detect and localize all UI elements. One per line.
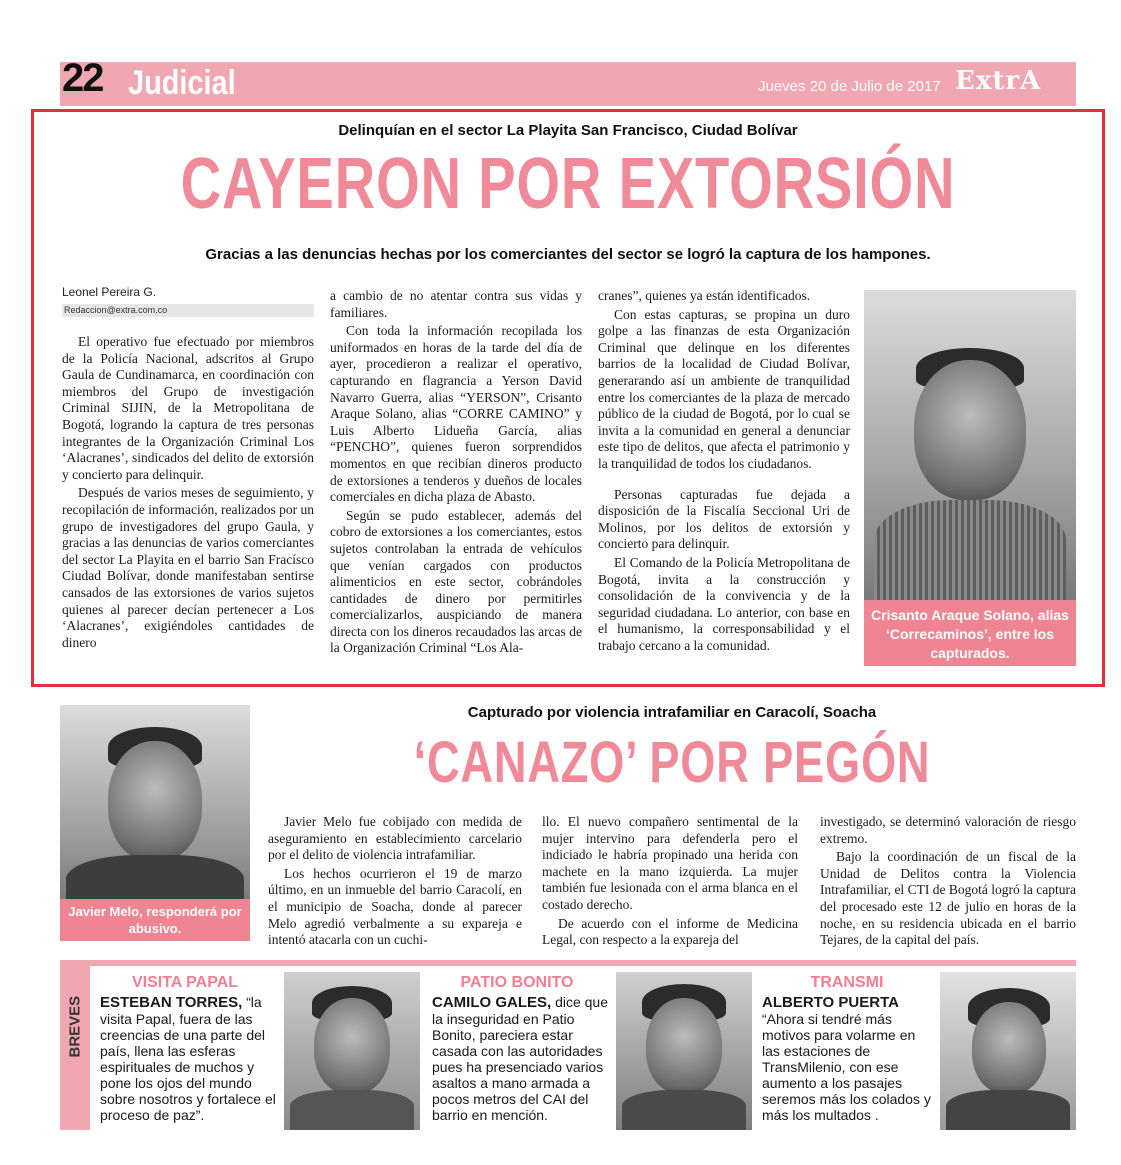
paragraph: cranes”, quienes ya están identificados. — [598, 288, 811, 303]
paragraph: Los hechos ocurrieron el 19 de marzo último, en un inmueble del barrio Caracolí, en el municipio de Soacha, donde al parecer Melo agredió verbalmente a su expareja e intentó atacarla con un cuchi- — [268, 865, 522, 948]
brief-text-visita-papal — [100, 994, 278, 1123]
brief-person-name: ALBERTO PUERTA — [762, 994, 899, 1011]
paragraph: Javier Melo fue cobijado con medida de aseguramiento en establecimiento carcelario por el delito de violencia intrafamiliar. — [268, 814, 522, 863]
page-number: 22 — [62, 56, 103, 100]
second-story-column-3 — [820, 814, 1076, 951]
second-story-column-2 — [542, 814, 798, 951]
brief-text-transmi — [762, 994, 934, 1123]
paragraph: El operativo fue efectuado por miembros de la Policía Nacional, adscritos al Grupo Gaula de Cundinamarca, en coordinación con miembros del Grupo de investigación Criminal SIJIN, de la Metropolitana de Bogotá, logrando la captura de tres personas integrantes de la Organización Criminal Los ‘Alacranes’, sindicados del delito de extorsión y concierto para delinquir. — [62, 334, 314, 482]
brief-title-transmi: TRANSMI — [810, 974, 884, 991]
paragraph: De acuerdo con el informe de Medicina Legal, con respecto a la expareja del — [542, 915, 798, 948]
breves-label: BREVES — [66, 995, 84, 1058]
suspect-photo — [864, 290, 1076, 600]
main-story-column-3 — [598, 288, 850, 656]
section-name: Judicial — [128, 64, 236, 102]
paragraph: llo. El nuevo compañero sentimental de la mujer intervino para defenderla pero el indiciado le habría propinado una herida con machete en la mano izquierda. La mujer también fue lesionada con el arma blanca en el costado derecho. — [542, 814, 798, 912]
author-byline: Leonel Pereira G. — [62, 285, 157, 299]
brief-person-name: CAMILO GALES, — [432, 994, 552, 1011]
javier-melo-caption: Javier Melo, responderá por abusivo. — [60, 899, 250, 941]
alberto-puerta-photo — [940, 972, 1076, 1130]
author-email: Redaccion@extra.com.co — [62, 304, 314, 317]
paragraph: Después de varios meses de seguimiento, y recopilación de información, realizados por un grupo de investigadores del grupo Gaula, y gracias a las denuncias de varios comerciantes del sector La Playita en el barrio San Fracísco Ciudad Bolívar, donde manifestaban sentirse cansados de las extorsiones de varios sujetos quienes al parecer decían pertenecer a Los ‘Alacranes’, exigiéndoles cantidades de dinero — [62, 485, 314, 650]
brand-logo: ExtrA — [955, 66, 1042, 96]
esteban-torres-photo — [284, 972, 420, 1130]
second-story-column-1 — [268, 814, 522, 951]
main-story-headline: CAYERON POR EXTORSIÓN — [180, 144, 956, 224]
publication-date: Jueves 20 de Julio de 2017 — [758, 78, 941, 95]
brief-quote: dice que la inseguridad en Patio Bonito, pareciera estar casada con las autoridades pues ha presenciado varios asaltos a mano armada a pocos metros del CAI del barrio en mención. — [432, 994, 608, 1123]
paragraph: a cambio de no atentar contra sus vidas y familiares. — [330, 288, 582, 320]
main-story-kicker: Delinquían en el sector La Playita San Francisco, Ciudad Bolívar — [338, 122, 798, 139]
second-story-headline: ‘CANAZO’ POR PEGÓN — [413, 730, 931, 795]
brief-quote: “Ahora si tendré más motivos para volarme en las estaciones de TransMilenio, con ese aumento a los pasajes seremos más los colados y más los multados . — [762, 1011, 931, 1123]
breves-top-bar — [60, 960, 1076, 966]
main-story-deck: Gracias a las denuncias hechas por los comerciantes del sector se logró la captura de los hampones. — [205, 246, 931, 263]
brief-text-patio-bonito — [432, 994, 610, 1123]
javier-melo-photo — [60, 705, 250, 901]
paragraph: Bajo la coordinación de un fiscal de la Unidad de Delitos contra la Violencia Intrafamiliar, el CTI de Bogotá logró la captura del procesado este 12 de julio en horas de la noche, en su residencia ubicada en el barrio Tejares, de la capital del país. — [820, 849, 1076, 948]
brief-title-visita-papal: VISITA PAPAL — [131, 974, 239, 991]
camilo-gales-photo — [616, 972, 752, 1130]
paragraph: Con toda la información recopilada los uniformados en horas de la tarde del día de ayer, procedieron a realizar el operativo, capturando en flagrancia a Yerson David Navarro Guerra, alias “YERSON”, Crisanto Araque Solano, alias “CORRE CAMINO” y Luis Alberto Lidueña García, alias “PENCHO”, quienes fueron sorprendidos momentos en que recibían dineros producto de extorsiones a tenderos y dueños de locales comerciales en dicha plaza de Abasto. — [330, 323, 582, 505]
paragraph: Según se pudo establecer, además del cobro de extorsiones a los comerciantes, estos sujetos controlaban la entrada de vehículos que venían cargados con productos alimenticios en este sector, cobrándoles cantidades de dinero por permitirles comercializarlos, auspiciando de manera directa con los dineros recaudados las arcas de la Organización Criminal “Los Ala- — [330, 507, 582, 656]
suspect-photo-caption: Crisanto Araque Solano, alias ‘Correcaminos’, entre los capturados. — [864, 600, 1076, 666]
paragraph: investigado, se determinó valoración de riesgo extremo. — [820, 814, 1076, 846]
brief-quote: “la visita Papal, fuera de las creencias de una parte del país, llena las esferas espirituales de muchos y pone los ojos del mundo sobre nosotros y fortalece el proceso de paz”. — [100, 994, 276, 1123]
paragraph: Personas capturadas fue dejada a disposición de la Fiscalía Seccional Uri de Molinos, por los delitos de extorsión y concierto para delinquir. — [598, 486, 850, 552]
main-story-column-1 — [62, 334, 314, 653]
brief-person-name: ESTEBAN TORRES, — [100, 994, 243, 1011]
second-story-kicker: Capturado por violencia intrafamiliar en Caracolí, Soacha — [467, 704, 877, 721]
brief-title-patio-bonito: PATIO BONITO — [460, 974, 574, 991]
paragraph: Con estas capturas, se propina un duro golpe a las finanzas de esta Organización Criminal que delinque en los diferentes barrios de la localidad de Ciudad Bolívar, generarando así un ambiente de tranquilidad entre los comerciantes de la plaza de mercado público de la ciudad de Bogotá, por lo cual se invita a la comunidad en general a denunciar este tipo de delitos, que afecta el patrimonio y la tranquilidad de todos los ciudadanos. — [598, 306, 850, 471]
paragraph: El Comando de la Policía Metropolitana de Bogotá, invita a la construcción y consolidación de la convivencia y de la seguridad ciudadana. Lo anterior, con base en el humanismo, la corresponsabilidad y el trabajo cercano a la comunidad. — [598, 554, 850, 653]
main-story-column-2 — [330, 288, 582, 659]
